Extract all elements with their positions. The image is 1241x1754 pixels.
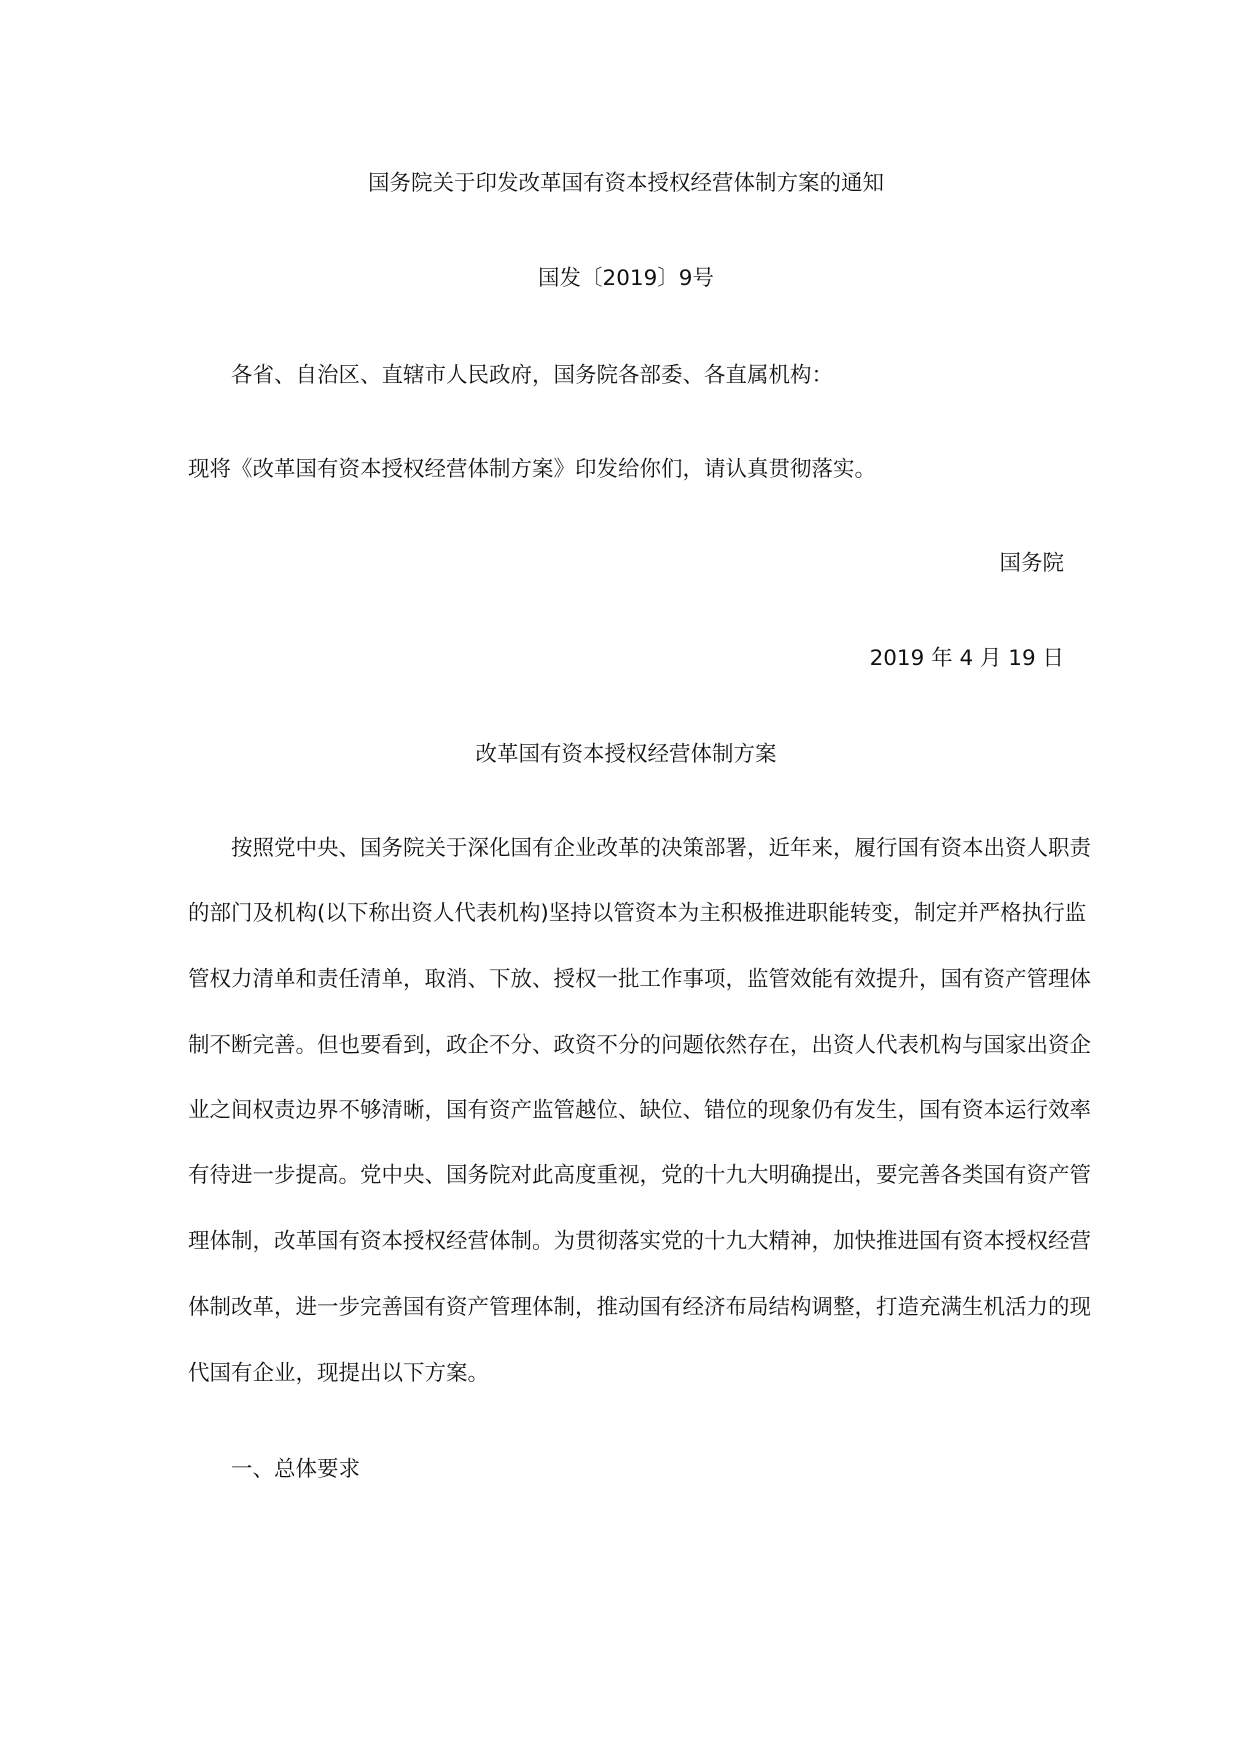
notice-body: 现将《改革国有资本授权经营体制方案》印发给你们，请认真贯彻落实。	[188, 457, 877, 482]
paragraph-line: 制不断完善。但也要看到，政企不分、政资不分的问题依然存在，出资人代表机构与国家出资企	[188, 1033, 1092, 1058]
section-heading: 一、总体要求	[231, 1457, 361, 1482]
paragraph-line: 体制改革，进一步完善国有资产管理体制，推动国有经济布局结构调整，打造充满生机活力的现	[188, 1295, 1092, 1320]
paragraph-line: 的部门及机构(以下称出资人代表机构)坚持以管资本为主积极推进职能转变，制定并严格执行监	[188, 901, 1087, 926]
notice-title: 国务院关于印发改革国有资本授权经营体制方案的通知	[367, 171, 884, 196]
issue-date: 2019 年 4 月 19 日	[869, 646, 1064, 671]
paragraph-line: 按照党中央、国务院关于深化国有企业改革的决策部署，近年来，履行国有资本出资人职责	[231, 836, 1092, 861]
paragraph-line: 理体制，改革国有资本授权经营体制。为贯彻落实党的十九大精神，加快推进国有资本授权经营	[188, 1229, 1092, 1254]
document-number: 国发〔2019〕9号	[538, 266, 714, 291]
paragraph-line: 代国有企业，现提出以下方案。	[188, 1361, 490, 1386]
salutation: 各省、自治区、直辖市人民政府，国务院各部委、各直属机构：	[231, 363, 834, 388]
issuer: 国务院	[999, 551, 1064, 576]
paragraph-line: 有待进一步提高。党中央、国务院对此高度重视，党的十九大明确提出，要完善各类国有资产管	[188, 1163, 1092, 1188]
plan-title: 改革国有资本授权经营体制方案	[475, 742, 777, 767]
paragraph-line: 管权力清单和责任清单，取消、下放、授权一批工作事项，监管效能有效提升，国有资产管理体	[188, 967, 1092, 992]
paragraph-line: 业之间权责边界不够清晰，国有资产监管越位、缺位、错位的现象仍有发生，国有资本运行效率	[188, 1098, 1092, 1123]
